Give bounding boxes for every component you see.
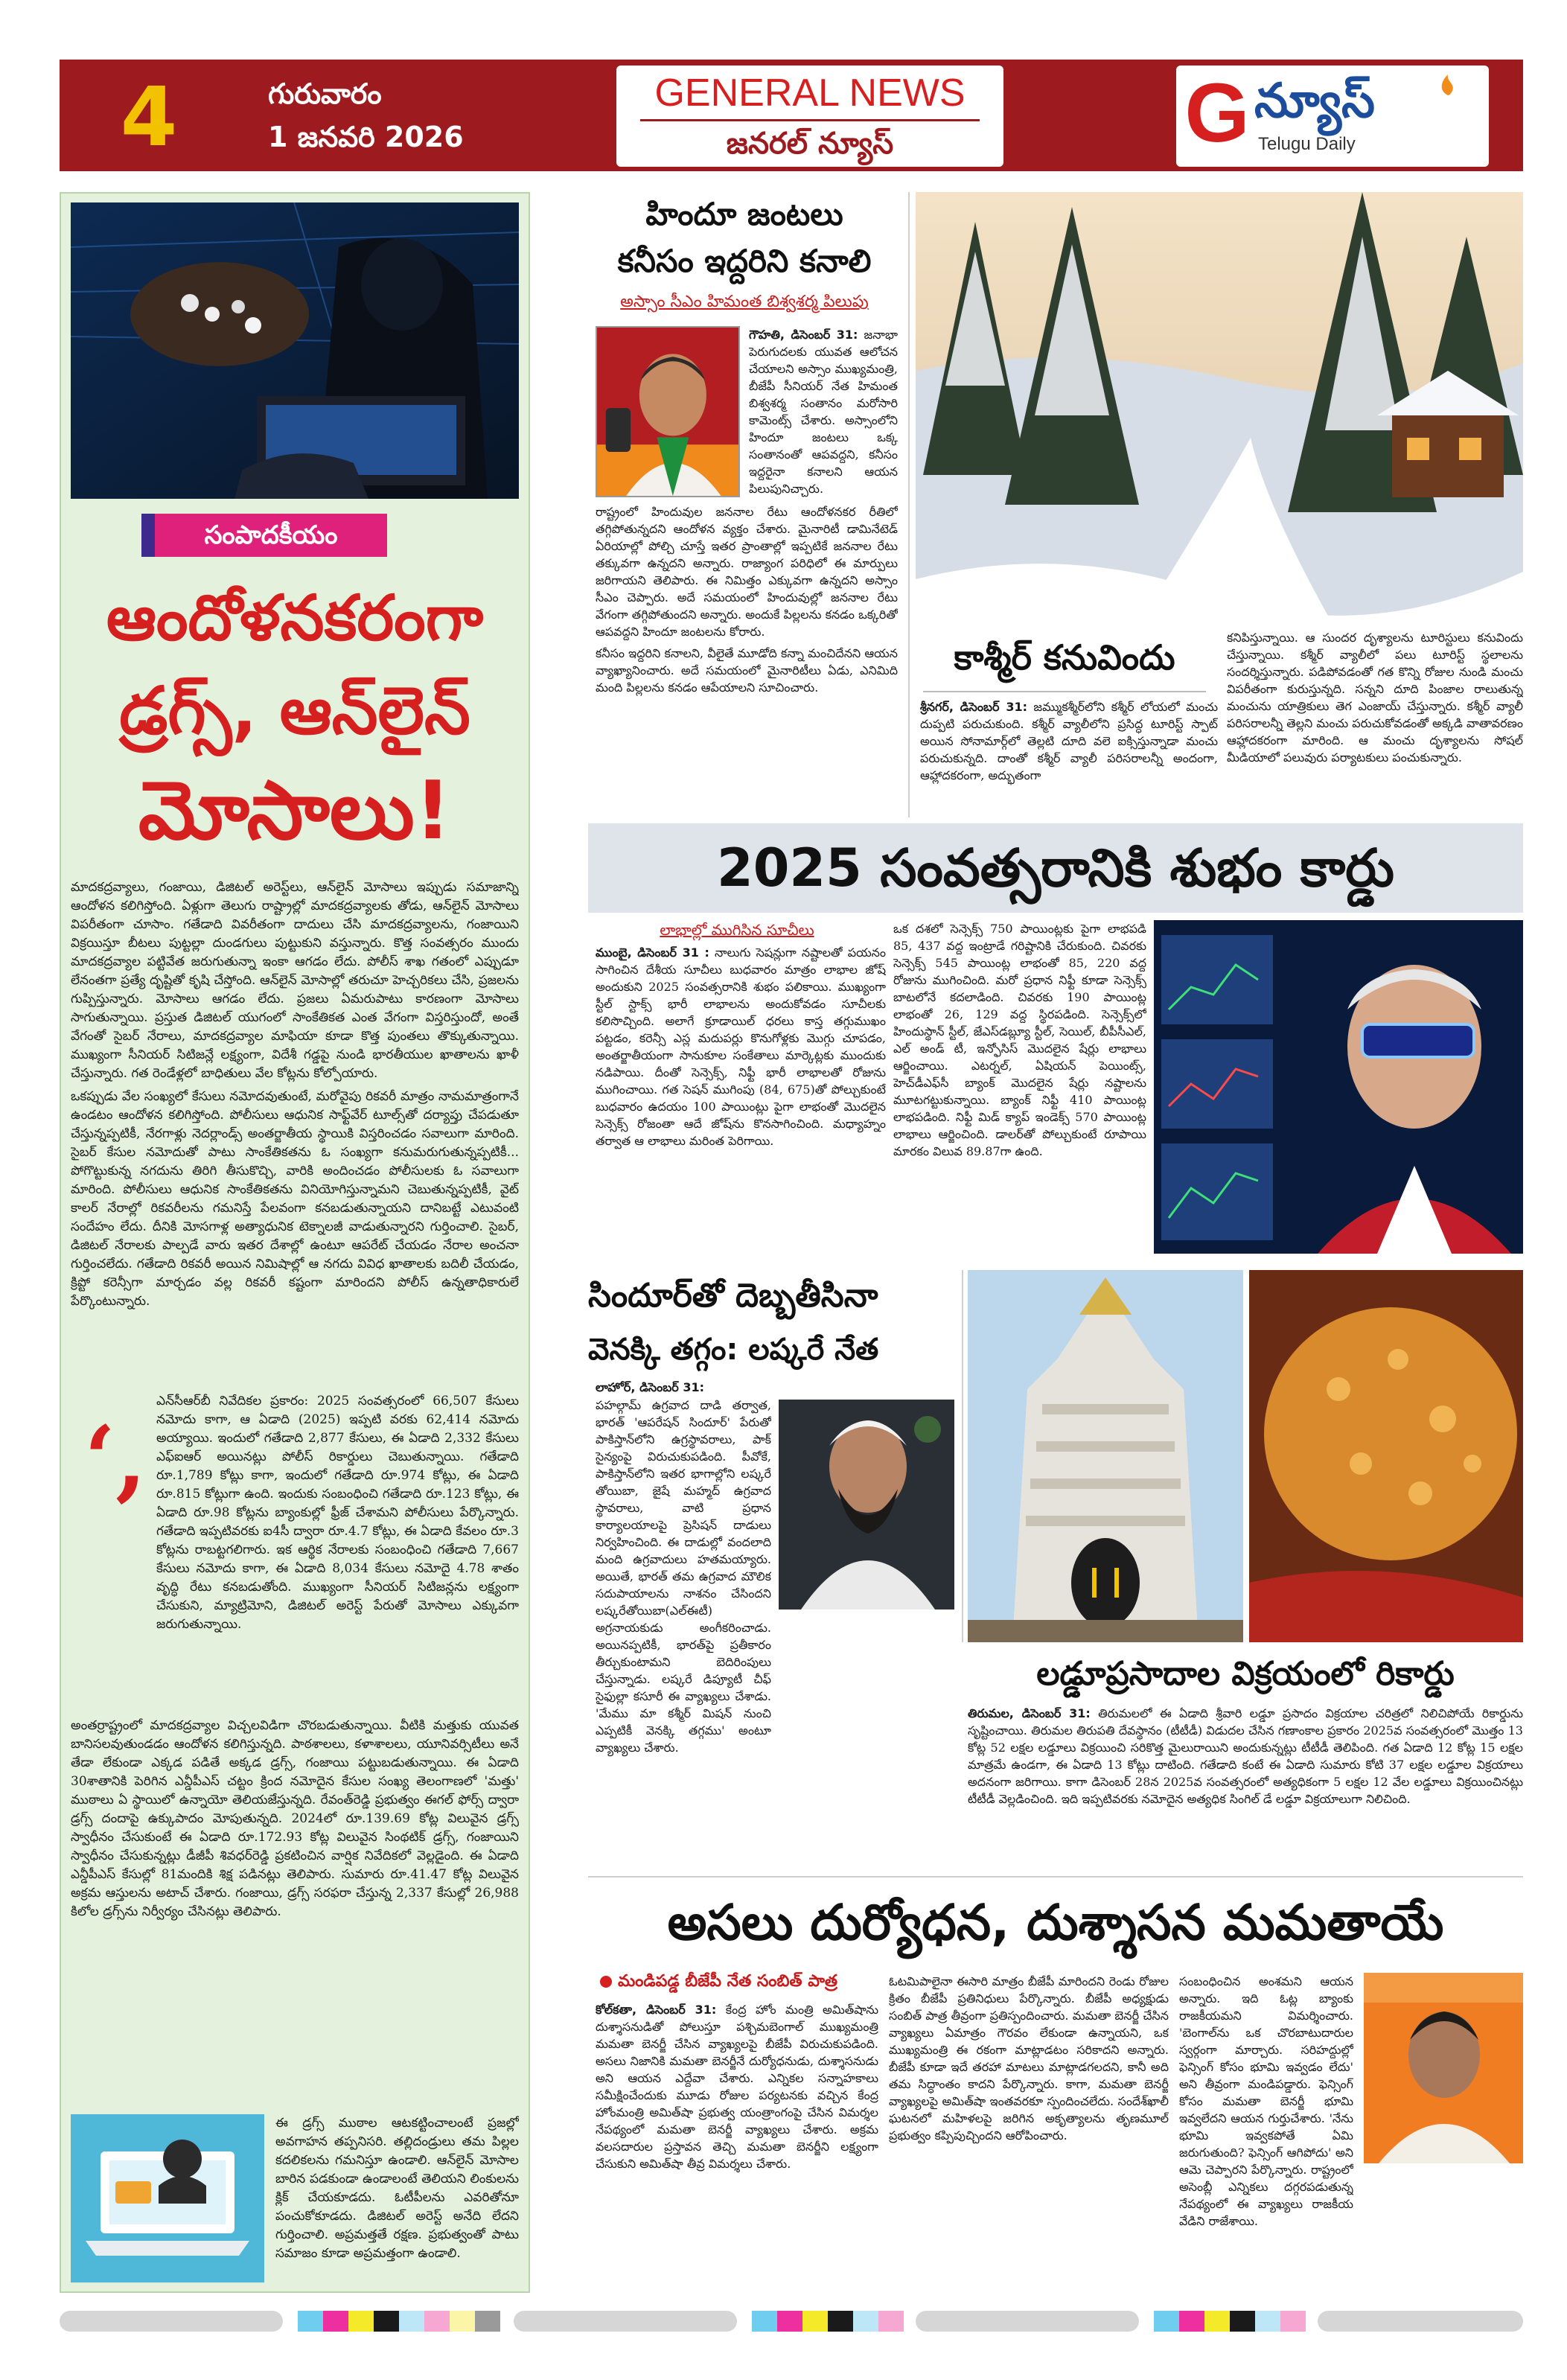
ladoo-dateline: తిరుమల, డిసెంబర్ 31:	[968, 1706, 1091, 1720]
assam-subhead: అస్సాం సీఎం హిమంత బిశ్వశర్మ పిలుపు	[620, 293, 869, 311]
editorial-body-bottom	[71, 1717, 519, 2104]
editorial-body-closing	[275, 2114, 519, 2282]
assam-paragraph: రాష్ట్రంలో హిందువుల జననాల రేటు ఆందోళనకర రీతిలో తగ్గిపోతున్నదని ఆందోళన వ్యక్తం చేశారు. మైనారిటీ డామినేటెడ్ ఏరియాల్లో పోల్చి చూస్తే ఇతర ప్రాంతాల్లో ఇప్పటికే జననాల రేటు తక్కువగా ఉన్నదని అన్నారు. రాజ్యాంగ పరిధిలో ఈ మార్పులు జరిగాయని తెలిపారు. ఈ నిమిత్తం ఎక్కువగా ఉన్నదని అస్సాం సీఎం చెప్పారు. అదే సమయంలో హిందువుల్లో జననాల రేటు వేగంగా తగ్గిపోతుందని అన్నారు. అందుకే పిల్లలను కనడం ఒక్కరితో ఆపవద్దని హిందూ జంటలను కోరారు.	[596, 505, 898, 639]
kashmir-headline-rule	[923, 691, 1206, 692]
kashmir-body-right	[1227, 629, 1523, 817]
editorial-paragraph: ఒకప్పుడు వేల సంఖ్యలో కేసులు నమోదవుతుంటే, మరోవైపు రికవరీ మాత్రం నామమాత్రంగానే ఉండటం ఆందోళన కలిగిస్తోంది. పోలీసులు ఆధునిక సాఫ్ట్‌వేర్ టూల్స్‌తో దర్యాప్తు చేపడుతూ చేస్తున్నప్పటికీ, నేరగాళ్లు నెదర్లాండ్స్ అంతర్జాతీయ స్థాయికి విస్తరించడం సవాలుగా మారింది. సైబర్ కేసుల నమోదుతో పాటు సాంకేతికతను ఓ సంఖ్యగా కనుమరుగుతున్నప్పటికీ... పోగొట్టుకున్న నగదును తిరిగి తీసుకొచ్చి, వారికి అందించడం పోలీసులకు ఓ సవాలుగా మారింది. పోలీసులు ఆధునిక సాంకేతికతను వినియోగిస్తున్నామని చెబుతున్నప్పటికీ, వైట్ కాలర్ నేరాల్లో రికవరీలను గమనిస్తే పేలవంగా కనబడుతున్నాయని దానిబట్టే ఎటువంటి సందేహం లేదు. దీనికి మోసగాళ్ల అత్యాధునిక టెక్నాలజీ వాడుతున్నారని గుర్తించాలి. సైబర్, డిజిటల్ నేరాలకు పాల్పడే వారు ఇతర దేశాల్లో ఉంటూ ఆపరేట్ చేయడం నేరాల అంచనా గుర్తించలేదు. గతేడాది రికవరీ అయిన నిమిషాల్లో ఆ నగదు వివిధ ఖాతాలకు బదిలీ చేయడం, క్రిప్టో కరెన్సీగా మార్చడం వల్ల రికవరీ కష్టంగా మారిందని పోలీస్ ఉన్నతాధికారులే పేర్కొంటున్నారు.	[71, 1089, 519, 1309]
column-rule	[962, 1270, 963, 1642]
assam-body-intro	[749, 326, 898, 497]
ladoo-photo	[1249, 1270, 1523, 1642]
editorial-headline-line-2: డ్రగ్స్, ఆన్‌లైన్	[119, 672, 470, 749]
kashmir-dateline: శ్రీనగర్, డిసెంబర్ 31:	[920, 700, 1028, 714]
sindoor-paragraph: పహల్గామ్ ఉగ్రవాద దాడి తర్వాత, భారత్ 'ఆపరేషన్ సిందూర్' పేరుతో పాకిస్తాన్‌లోని ఉగ్రస్థావరాలు, పాక్ సైన్యంపై విరుచుకుపడింది. పీవోకే, పాకిస్తాన్‌లోని ఇతర భాగాల్లోని లష్కరే తోయిబా, జైషే మహ్మద్ ఉగ్రవాద స్థావరాలు, వాటి ప్రధాన కార్యాలయాలపై ప్రెసిషన్ దాడులు నిర్వహించింది. ఈ దాడుల్లో వందలాది మంది ఉగ్రవాదులు హతమయ్యారు. అయితే, భారత్ తమ ఉగ్రవాద మౌలిక సదుపాయాలను నాశనం చేసిందని లష్కరేతోయిబా(ఎల్ఈటీ) అగ్రనాయకుడు అంగీకరించాడు. అయినప్పటికీ, భారత్‌పై ప్రతీకారం తీర్చుకుంటామని బెదిరింపులు చేస్తున్నాడు. లష్కరే డిప్యూటీ చీఫ్ సైఫుల్లా కసూరీ ఈ వ్యాఖ్యలు చేశాడు. 'మేము మా కశ్మీర్ మిషన్ నుంచి ఎప్పటికీ వెనక్కి తగ్గము' అంటూ వ్యాఖ్యలు చేశారు.	[596, 1398, 771, 1755]
tirumala-temple-photo	[968, 1270, 1243, 1642]
kashmir-paragraph: కనిపిస్తున్నాయి. ఆ సుందర దృశ్యాలను టూరిస్టులు కనువిందు చేస్తున్నాయి. కశ్మీర్ వ్యాలీలో పలు టూరిస్ట్ స్థలాలను సందర్శిస్తున్నారు. పడిపోవడంతో గత కొన్ని రోజుల నుండి మంచు విపరీతంగా కురుస్తున్నది. సన్నని దూది పింజాల రాలుతున్న మంచును యాత్రికులు తెగ ఎంజాయ్ చేస్తున్నారు. కశ్మీర్ వ్యాలీ పరిసరాలన్నీ తెల్లని మంచు పరుచుకోవడంతో అక్కడి వాతావరణం ఆహ్లాదకరంగా మారింది. ఆ మంచు దృశ్యాలను సోషల్ మీడియాలో పలువురు పర్యాటకులు పంచుకున్నారు.	[1227, 631, 1523, 765]
assam-paragraph: కనీసం ఇద్దరిని కనాలని, వీలైతే మూడోది కన్నా మంచిదేనని ఆయన వ్యాఖ్యానించారు. అదే సమయంలో మైనారిటీలు ఏడు, ఎనిమిది మంది పిల్లలను కనడం ఆపేయాలని సూచించారు.	[596, 646, 898, 695]
editorial-laptop-illustration	[71, 2114, 264, 2282]
editorial-body-top	[71, 878, 519, 1392]
mamata-dateline: కోల్‌కతా, డిసెంబర్ 31:	[596, 2003, 717, 2017]
sindoor-dateline: లాహోర్, డిసెంబర్ 31:	[596, 1380, 704, 1394]
mamata-body-col-3	[1179, 1973, 1353, 2284]
section-title-telugu: జనరల్ న్యూస్	[726, 127, 894, 161]
ladoo-paragraph: తిరుమలలో ఈ ఏడాది శ్రీవారి లడ్డూ ప్రసాదం విక్రయాల చరిత్రలో నిలిచిపోయే రికార్డును సృష్టించాయి. తిరుమల తిరుపతి దేవస్థానం (టీటీడీ) విడుదల చేసిన గణాంకాల ప్రకారం 2025వ సంవత్సరంలో మొత్తం 13 కోట్ల 52 లక్షల లడ్డూలు విక్రయించి సరికొత్త మైలురాయిని అందుకున్నట్లు టీటీడీ తెలిపింది. గత ఏడాది 12 కోట్ల 15 లక్షల మాత్రమే ఉండగా, ఈ ఏడాది 13 కోట్లు దాటింది. గతేడాది కంటే ఈ ఏడాది సుమారు కోటి 37 లక్షల లడ్డూల విక్రయాలు అదనంగా జరిగాయి. కాగా డిసెంబర్ 28న 2025వ సంవత్సరంలో అత్యధికంగా 5 లక్షల 12 వేల లడ్డూలు విక్రయించినట్లు టీటీడీ వెల్లడించింది. ఇది ఇప్పటివరకు నమోదైన అత్యధిక సింగిల్ డే లడ్డూ విక్రయాలుగా నిలిచింది.	[968, 1706, 1523, 1806]
markets-body-col-2	[893, 920, 1146, 1264]
mamata-headline: అసలు దుర్యోధన, దుశ్శాసన మమతాయే	[667, 1894, 1444, 1951]
editorial-tag: సంపాదకీయం	[141, 514, 387, 557]
assam-headline-line-2: కనీసం ఇద్దరిని కనాలి	[617, 243, 872, 279]
assam-body-main	[596, 503, 898, 838]
markets-body-col-1	[596, 944, 886, 1264]
mamata-paragraph: ఓటమిపాలైనా ఈసారి మాత్రం బీజేపీ మారిందని రెండు రోజుల క్రితం బీజేపీ ప్రతినిధులు పేర్కొన్నారు. బీజేపీ అధ్యక్షుడు సంబిత్ పాత్ర తీవ్రంగా ప్రతిస్పందించారు. మమతా బెనర్జీ చేసిన వ్యాఖ్యలు ఏమాత్రం గౌరవం లేకుండా ఉన్నాయని, ఒక ముఖ్యమంత్రి ఈ రకంగా మాట్లాడటం సరికాదని అన్నారు. బీజేపీ కూడా ఇదే తరహా మాటలు మాట్లాడగలదని, కానీ అది తమ సిద్ధాంతం కాదని పేర్కొన్నారు. కాగా, మమతా బెనర్జీ వ్యాఖ్యలపై అమిత్‌షా ఇంతవరకూ స్పందించలేదు. సందేశ్‌ఖాలీ ఘటనలో మహిళలపై జరిగిన అకృత్యాలను తృణమూల్ ప్రభుత్వం కప్పిపుచ్చిందని ఆరోపించారు.	[889, 1974, 1169, 2143]
markets-paragraph: నాలుగు సెషన్లుగా నష్టాలతో పయనం సాగించిన దేశీయ సూచీలు బుధవారం మాత్రం లాభాల జోష్ అందుకుని 2025 సంవత్సరానికి శుభం పలికాయి. ముఖ్యంగా స్టీల్ స్టాక్స్ భారీ లాభాలను అందుకోవడం సూచీలకు కలిసొచ్చింది. అలాగే క్రూడాయిల్ ధరలు కాస్త తగ్గుముఖం పట్టడం, కరెన్సీ ఎస్ల మదుపర్లు కొనుగోళ్లకు మొగ్గు చూపడం, అంతర్జాతీయంగా సానుకూల సంకేతాలు మార్కెట్లకు ముందుకు నడిపాయి. దీంతో సెన్సెక్స్, నిఫ్టీ భారీ లాభాలతో రోజును ముగించాయి. గత సెషన్ ముగింపు (84, 675)తో పోల్చుకుంటే బుధవారం ఉదయం 100 పాయింట్లు పైగా లాభంతో మొదలైన సెన్సెక్స్ రోజంతా ఆదే జోష్‌ను కొనసాగించింది. మధ్యాహ్నం తర్వాత ఆ లాభాలు మరింత పెరిగాయి.	[596, 945, 886, 1148]
sindoor-headline-line-1: సిందూర్‌తో దెబ్బతీసినా	[588, 1277, 878, 1315]
editorial-quote-mark: ‘,	[84, 1406, 147, 1511]
editorial-paragraph: అంతర్రాష్ట్రంలో మాదకద్రవ్యాల విచ్చలవిడిగా చొరబడుతున్నాయి. వీటికి మత్తుకు యువత బానిసలవుతుండడం ఆందోళన కలిగిస్తున్నది. పాఠశాలలు, కళాశాలలు, యూనివర్సిటీలు అనే తేడా లేకుండా ఎక్కడ పడితే అక్కడ డ్రగ్స్, గంజాయి పట్టుబడుతున్నాయి. ఈ ఏడాది 30శాతానికి పెరిగిన ఎన్డీపీఎస్ చట్టం క్రింద నమోదైన కేసుల సంఖ్య తెలంగాణలో 'మత్తు' ముఠాలు ఏ స్థాయిలో ఉన్నాయో తెలియజేస్తున్నది. రేవంత్‌రెడ్డి ప్రభుత్వం ఈగల్ ఫోర్స్ ద్వారా డ్రగ్స్ దందాపై ఉక్కుపాదం మోపుతున్నది. 2024లో రూ.139.69 కోట్ల విలువైన డ్రగ్స్ స్వాధీనం చేసుకుంటే ఈ ఏడాది రూ.172.93 కోట్ల విలువైన సింథటిక్ డ్రగ్స్, గంజాయిని స్వాధీనం చేసుకున్నట్లు డీజీపీ శివధర్‌రెడ్డి ప్రకటించిన వార్షిక నివేదికలో వెల్లడైంది. ఈ ఏడాది ఎన్డీపీఎస్ కేసుల్లో 81మందికి శిక్ష పడినట్లు తెలిపారు. సుమారు రూ.41.47 కోట్ల విలువైన అక్రమ ఆస్తులను అటాచ్ చేశారు. గంజాయి, డ్రగ్స్ సరఫరా చేస్తున్న 2,337 కేసుల్లో 26,988 కిలోల డ్రగ్స్‌ను నిర్వీర్యం చేసినట్లు తెలిపారు.	[71, 1718, 519, 1919]
kashmir-headline: కాశ్మీర్ కనువిందు	[954, 637, 1175, 677]
assam-dateline: గౌహతి, డిసెంబర్ 31:	[749, 328, 858, 342]
markets-headline: 2025 సంవత్సరానికి శుభం కార్డు	[717, 838, 1394, 899]
page-number: 4	[120, 69, 178, 165]
markets-dateline: ముంబై, డిసెంబర్ 31 :	[596, 945, 709, 960]
kashmir-paragraph: జమ్ముకశ్మీర్‌లోని కశ్మీర్ లోయలో మంచు దుప్పటి పరుచుకుంది. కశ్మీర్ వ్యాలీలోని ప్రసిద్ధ టూరిస్ట్ స్పాట్ అయిన సోనామార్గ్‌లో తెల్లటి దూది వలె ఐక్సిస్తున్నాడా మంచు పరుచుకున్నది. దాంతో కశ్మీర్ వ్యాలీ పరిసరాలన్నీ అందంగా, ఆహ్లాదకరంగా, అద్భుతంగా	[920, 700, 1218, 782]
ladoo-body	[968, 1705, 1523, 1873]
editorial-paragraph: ఎన్‌సీఆర్‌బీ నివేదికల ప్రకారం: 2025 సంవత్సరంలో 66,507 కేసులు నమోదు కాగా, ఆ ఏడాది (2025) ఇప్పటి వరకు 62,414 నమోదు అయ్యాయి. ఇందులో గతేడాది 2,877 కేసులు, ఈ ఏడాది 2,332 కేసులు ఎఫ్‌ఐఆర్ అయినట్లు పోలీస్ రికార్డులు చెబుతున్నాయి. గతేడాది రూ.1,789 కోట్లు కాగా, ఇందులో గతేడాది రూ.974 కోట్లు, ఈ ఏడాది రూ.815 కోట్లుగా ఉంది. ఇందుకు సంబంధించి గతేడాది రూ.123 కోట్లు, ఈ ఏడాది రూ.98 కోట్లను బ్యాంకుల్లో ఫ్రీజ్ చేశామని పోలీసులు పేర్కొన్నారు. గతేడాది ఇప్పటివరకు ఐ4సీ ద్వారా రూ.4.7 కోట్లు, ఈ ఏడాది కేవలం రూ.3 కోట్లను రాబట్టగలిగారు. ఇక ఆర్థిక నేరాలకు సంబంధించి గతేడాది 7,667 కేసులు నమోదు కాగా, ఈ ఏడాది 8,034 కేసులు నమోదై 4.78 శాతం వృద్ధి రేటు కనబడుతోంది. ముఖ్యంగా సీనియర్ సిటిజన్లను లక్ష్యంగా చేసుకుని, మ్యాట్రిమోని, డిజిటల్ అరెస్ట్ పేరుతో మోసాలు ఎక్కువగా జరుగుతున్నాయి.	[156, 1394, 519, 1632]
editorial-body-middle	[156, 1392, 519, 1712]
sambit-patra-photo	[1364, 1973, 1523, 2163]
logo-tagline: Telugu Daily	[1258, 134, 1356, 154]
assam-headline-line-1: హిందూ జంటలు	[645, 196, 843, 232]
logo-name: న్యూస్	[1254, 74, 1375, 129]
editorial-headline-line-1: ఆందోళనకరంగా	[106, 581, 484, 654]
editorial-headline-line-3: మోసాలు!	[138, 765, 452, 858]
assam-paragraph: జనాభా పెరుగుదలకు యువత ఆలోచన చేయాలని అస్సాం ముఖ్యమంత్రి, బీజేపీ సీనియర్ నేత హిమంత బిశ్వశర్మ సంతానం మరోసారి కామెంట్స్ చేశారు. అస్సాంలోని హిందూ జంటలు ఒక్క సంతానంతో ఆపవద్దని, కనీసం ఇద్దరైనా కనాలని ఆయన పిలుపునిచ్చారు.	[749, 328, 898, 496]
mamata-paragraph: కేంద్ర హోం మంత్రి అమిత్‌షాను దుశ్శాసనుడితో పోలుస్తూ పశ్చిమబెంగాల్ ముఖ్యమంత్రి మమతా బెనర్జీ చేసిన వ్యాఖ్యలపై బీజేపీ విరుచుకుపడింది. అసలు నిజానికి మమతా బెనర్జీనే దుర్యోధనుడు, దుశ్శాసనుడు అని ఆయన ఎద్దేవా చేశారు. ఎన్నికల సన్నాహకాలు సమీక్షించేందుకు మూడు రోజుల పర్యటనకు వచ్చిన కేంద్ర హోంమంత్రి అమిత్‌షా ప్రభుత్వ యంత్రాంగంపై చేసిన విమర్శల నేపథ్యంలో మమతా బెనర్జీ వ్యాఖ్యలు చేశారు. అక్రమ వలసదారుల ప్రస్తావన తెచ్చి మమతా బెనర్జీని లక్ష్యంగా చేసుకుని అమిత్‌షా తీవ్ర విమర్శలు చేశారు.	[596, 2003, 878, 2171]
kashmir-snow-photo	[916, 192, 1523, 624]
logo-letter: G	[1184, 66, 1250, 159]
editorial-paragraph: మాదకద్రవ్యాలు, గంజాయి, డిజిటల్ అరెస్ట్‌లు, ఆన్‌లైన్ మోసాలు ఇప్పుడు సమాజాన్ని ఆందోళన కలిగిస్తోంది. ఏళ్లుగా తెలుగు రాష్ట్రాల్లో మాదకద్రవ్యాలకు తోడు, ఆన్‌లైన్ మోసాలు విపరీతంగా చూసాం. గతేడాది వివరీతంగా దాదులు చేసి మాదకద్రవ్యాలను, గంజాయిని విక్రయిస్తూ బీటలు పుట్టల్లా దుండగులు పుట్టుకుని వస్తున్నారు. కొత్త సంవత్సరం ముందు మాదకద్రవ్యాల పట్టివేత జరుగుతున్నా ఇంకా ఆగడం లేదు. పోలీస్ శాఖ గతంలో ఎప్పుడూ లేనంతగా ప్రత్యే దృష్టితో కృషి చేస్తోంది. ఆన్‌లైన్ మోసాల్లో తరుచూ హెచ్చరికలు చేసి, ప్రజలను గుప్పిస్తున్నారు. మోసాలు ఆగడం లేదు. ప్రజలు ఏమరుపాటు కారణంగా మోసాలు సాగుతున్నాయి. ప్రస్తుత డిజిటల్ యుగంలో సాంకేతికత ఎంత వేగంగా విస్తరిస్తుందో, అంతే వేగంతో సైబర్ నేరాలు, మాదకద్రవ్యాల మాఫియా కూడా కొత్త పుంతలు తొక్కుతున్నాయి. ముఖ్యంగా సీనియర్ సిటిజన్లే లక్ష్యంగా, విదేశీ గడ్డపై నుండి భారతీయుల ఖాతాలను ఖాళీ చేస్తున్నారు. గత రెండేళ్లలో బాధితులు వేల కోట్లను కోల్పోయారు.	[71, 880, 519, 1081]
assam-cm-photo	[596, 326, 740, 497]
editorial-paragraph: ఈ డ్రగ్స్ ముఠాల ఆటకట్టించాలంటే ప్రజల్లో అవగాహన తప్పనిసరి. తల్లిదండ్రులు తమ పిల్లల కదలికలను గమనిస్తూ ఉండాలి. ఆన్‌లైన్ మోసాల బారిన పడకుండా ఉండాలంటే తెలియని లింకులను క్లిక్ చేయకూడదు. ఓటీపీలను ఎవరితోనూ పంచుకోకూడదు. డిజిటల్ అరెస్ట్ అనేది లేదని గుర్తించాలి. అప్రమత్తతే రక్షణ. ప్రభుత్వంతో పాటు సమాజం కూడా అప్రమత్తంగా ఉండాలి.	[275, 2116, 519, 2261]
section-title-english: GENERAL NEWS	[654, 71, 966, 115]
section-divider	[640, 119, 980, 121]
sindoor-headline-line-2: వెనక్కి తగ్గం: లష్కరే నేత	[588, 1333, 879, 1367]
mamata-body-col-1	[596, 2001, 878, 2284]
masthead-day: గురువారం	[268, 77, 382, 110]
masthead-date: 1 జనవరి 2026	[268, 121, 464, 153]
mamata-subhead: మండిపడ్డ బీజేపీ నేత సంబిత్ పాత్ర	[618, 1972, 837, 1991]
mamata-body-col-2	[889, 1973, 1169, 2284]
markets-trader-photo	[1154, 920, 1523, 1254]
mamata-headline-rule	[588, 1876, 1523, 1877]
markets-kicker: లాభాల్లో ముగిసిన సూచీలు	[660, 921, 814, 939]
kashmir-body-left	[920, 698, 1218, 817]
sindoor-leader-photo	[779, 1400, 954, 1609]
print-registration-bar	[60, 2308, 1523, 2335]
logo-flame-icon	[1433, 73, 1463, 97]
column-rule	[908, 192, 910, 817]
mamata-paragraph: సంబంధించిన అంశమని ఆయన అన్నారు. ఇది ఓట్ల బ్యాంకు రాజకీయమని విమర్శించారు. 'బెంగాల్‌ను ఒక చొరబాటుదారుల స్వర్గంగా మార్చారు. సరిహద్దుల్లో ఫెన్సింగ్ కోసం భూమి ఇవ్వడం లేదు' అని తీవ్రంగా మండిపడ్డారు. ఫెన్సింగ్ కోసం మమతా బెనర్జీ భూమి ఇవ్వలేదని ఆయన గుర్తుచేశారు. 'నేను భూమి ఇవ్వకపోతే ఏమి జరుగుతుంది? ఫెన్సింగ్ ఆగిపోదు' అని ఆమె చెప్పారని పేర్కొన్నారు. రాష్ట్రంలో అసెంబ్లీ ఎన్నికలు దగ్గరపడుతున్న నేపథ్యంలో ఈ వ్యాఖ్యలు రాజకీయ వేడిని రాజేశాయి.	[1179, 1974, 1353, 2228]
ladoo-headline: లడ్డూప్రసాదాల విక్రయంలో రికార్డు	[1036, 1655, 1455, 1693]
markets-paragraph: ఒక దశలో సెన్సెక్స్ 750 పాయింట్లకు పైగా లాభపడి 85, 437 వద్ద ఇంట్రాడే గరిష్టానికి చేరుకుంది. చివరకు సెన్సెక్స్ 545 పాయింట్ల లాభంతో 85, 220 వద్ద రోజును ముగించింది. మరో ప్రధాన నిఫ్టీ కూడా సెన్సెక్స్ బాటలోనే కదలాడింది. చివరకు 190 పాయింట్ల లాభంతో 26, 129 వద్ద స్థిరపడింది. సెన్సెక్స్‌లో హిందుస్థాన్ స్టీల్, జేఎస్‌డబ్ల్యూ స్టీల్, సెయిల్, బీపీసీఎల్, ఎల్ అండ్ టీ, ఇన్ఫోసిస్ మొదలైన షేర్లు లాభాలు ఆర్జించాయి. ఎటర్నల్, ఏషియన్ పెయింట్స్, హెచ్‌డీఎఫ్‌సీ బ్యాంక్ మొదలైన షేర్లు నష్టాలను మూటగట్టుకున్నాయి. బ్యాంక్ నిఫ్టీ 410 పాయింట్ల లాభపడింది. నిఫ్టీ మిడ్ క్యాప్ ఇండెక్స్ 570 పాయింట్ల లాభాలు ఆర్జించింది. డాలర్‌తో పోల్చుకుంటే రూపాయి మారకం విలువ 89.87గా ఉంది.	[893, 922, 1146, 1158]
editorial-cyber-crime-photo	[71, 202, 519, 499]
mamata-subhead-bullet-icon	[600, 1976, 612, 1988]
